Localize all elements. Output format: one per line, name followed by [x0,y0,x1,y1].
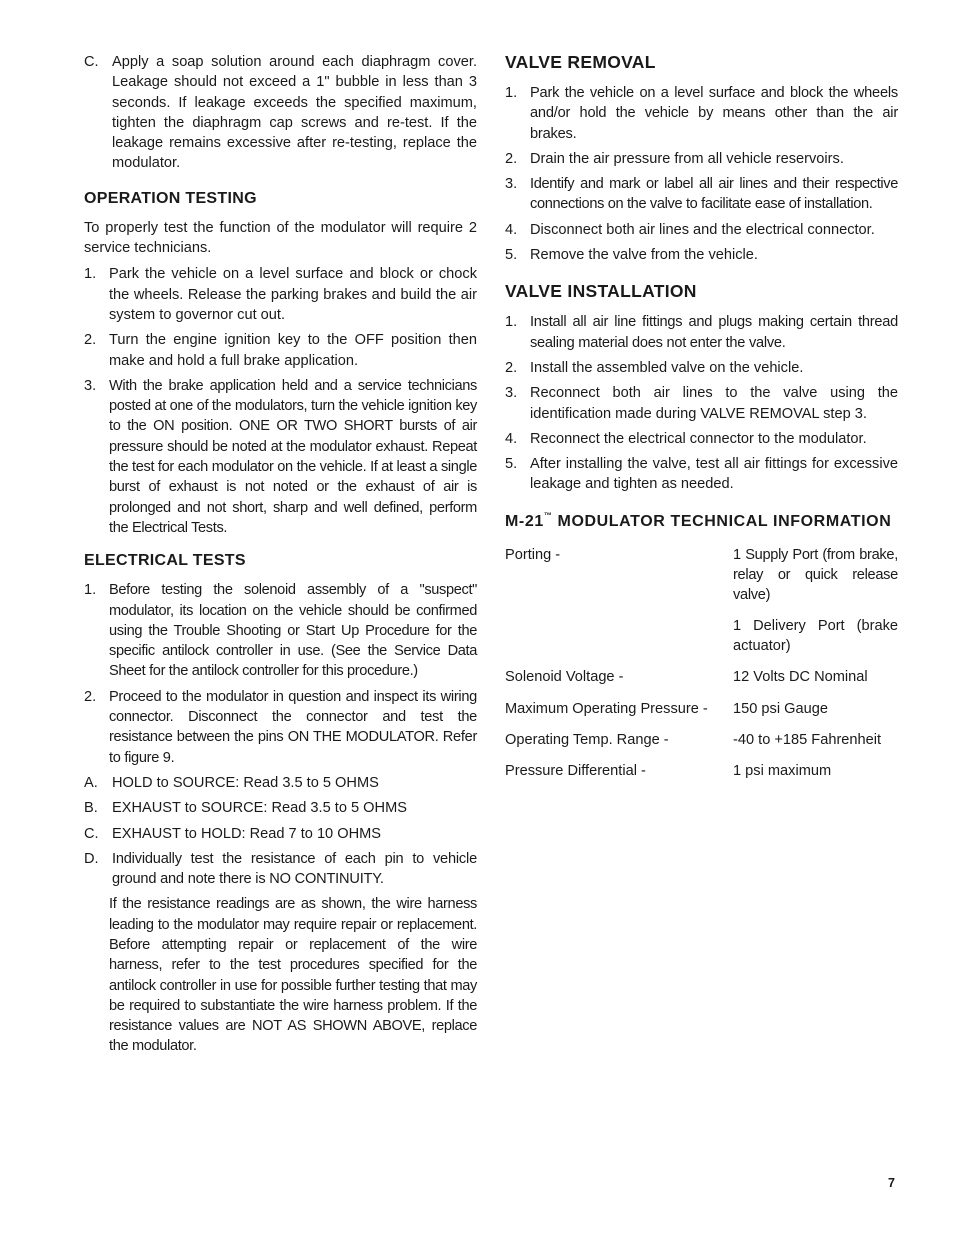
list-item [505,220,898,240]
item-text: Turn the engine ignition key to the OFF position then make and hold a full brake application. [109,332,477,369]
item-number: 2. [84,332,97,349]
spec-row [505,761,898,781]
item-letter: D. [84,850,99,867]
item-number: 1. [84,582,97,599]
valve-removal-heading: VALVE REMOVAL [505,52,656,72]
spec-row [505,545,898,656]
item-text: With the brake application held and a service technicians posted at one of the modulators, turn the vehicle ignition key to the ON position. ONE OR TWO SHORT bursts of air pressure should be noted at the modulator exhaust. Repeat the test for each modulator on the vehicle. If at least a single burst of exhaust is not noted or the exhaust of air is prolonged and not short, sharp and well defined, perform the Electrical Tests. [109,377,477,536]
spec-value [733,761,898,781]
list-item [84,264,477,325]
item-text: Install the assembled valve on the vehicle. [530,359,804,376]
list-item [84,824,477,844]
item-text: Proceed to the modulator in question and inspect its wiring connector. Disconnect the connector and test the resistance between the pins ON THE MODULATOR. Refer to figure 9. [109,688,477,766]
spec-value [733,667,898,687]
operation-testing-steps [84,264,477,538]
item-text: EXHAUST to HOLD: Read 7 to 10 OHMS [112,825,382,842]
spec-value [733,699,898,719]
item-letter: A. [84,774,98,791]
item-text: Before testing the solenoid assembly of a "suspect" modulator, its location on the vehicle should be confirmed using the Trouble Shooting or Start Up Procedure for the specific antilock controller in use. (See the Service Data Sheet for the antilock controller for this procedure.) [109,582,477,680]
spec-value-line: 1 psi maximum [733,763,832,780]
spec-value-line: -40 to +185 Fahrenheit [733,731,882,748]
page-number: 7 [888,1176,895,1190]
spec-value-line: 150 psi Gauge [733,700,828,717]
list-item [84,798,477,818]
item-text: Identify and mark or label all air lines and their respective connections on the valve to facilitate ease of installation. [530,176,898,213]
item-number: 1. [84,266,97,283]
item-number: 1. [505,314,518,331]
list-item [505,429,898,449]
list-item [84,773,477,793]
item-number: 1. [505,85,518,101]
spec-row [505,730,898,750]
item-text: HOLD to SOURCE: Read 3.5 to 5 OHMS [112,774,379,791]
item-text: Drain the air pressure from all vehicle reservoirs. [530,150,844,167]
spec-label: Porting - [505,546,561,563]
right-column [505,52,898,792]
item-text: Park the vehicle on a level surface and block the wheels and/or hold the vehicle by means other than the air brakes. [530,85,898,142]
list-item [84,580,477,681]
spec-row [505,667,898,687]
item-text: EXHAUST to SOURCE: Read 3.5 to 5 OHMS [112,800,407,817]
spec-label: Operating Temp. Range - [505,731,669,748]
electrical-tests-heading: ELECTRICAL TESTS [84,552,246,570]
list-item [84,52,477,174]
tech-info-specs [505,545,898,782]
item-number: 4. [505,221,518,238]
item-number: 5. [505,247,518,264]
list-item [84,849,477,890]
item-text: Remove the valve from the vehicle. [530,247,758,264]
list-item [505,312,898,353]
valve-removal-steps [505,83,898,265]
spec-value-line: 12 Volts DC Nominal [733,669,868,686]
list-item [505,358,898,378]
spec-label: Pressure Differential - [505,763,646,780]
trademark-symbol: ™ [543,510,553,520]
item-text: After installing the valve, test all air fittings for excessive leakage and tighten as needed. [530,456,898,493]
item-text: Reconnect both air lines to the valve using the identification made during VALVE REMOVAL step 3. [530,385,898,422]
spec-value [733,545,898,656]
item-number: 2. [505,150,518,167]
list-item [84,330,477,371]
item-number: 2. [505,359,518,376]
list-item [505,149,898,169]
list-item [505,454,898,495]
valve-installation-heading: VALVE INSTALLATION [505,281,697,302]
item-number: 3. [505,385,518,402]
valve-installation-steps [505,312,898,494]
spec-row [505,699,898,719]
tech-info-heading-prefix: M-21 [505,512,544,530]
spec-value [733,730,898,750]
item-text: Park the vehicle on a level surface and block or chock the wheels. Release the parking brakes and build the air system to governor cut out. [109,266,477,323]
list-item [505,383,898,424]
list-item [84,687,477,768]
spec-label: Maximum Operating Pressure - [505,700,708,717]
spec-value-line: 1 Supply Port (from brake, relay or quick release valve) [733,546,898,604]
list-item [505,174,898,215]
electrical-tests-closing: If the resistance readings are as shown, the wire harness leading to the modulator may require repair or replacement. Before attempting repair or replacement of the wire harness, refer to the test procedures specified for the antilock controller in use for possible further testing that may be required to substantiate the wire harness problem. If the resistance values are NOT AS SHOWN ABOVE, replace the modulator. [109,896,477,1055]
operation-testing-intro: To properly test the function of the modulator will require 2 service technicians. [84,219,477,257]
spec-value-line: 1 Delivery Port (brake actuator) [733,617,898,654]
left-column [84,52,477,1057]
item-text: Install all air line fittings and plugs making certain thread sealing material does not enter the valve. [530,314,898,351]
tech-info-heading [505,510,898,531]
item-number: 2. [84,688,97,705]
item-number: 3. [505,176,518,193]
item-letter: C. [84,54,99,70]
item-letter: B. [84,800,98,817]
item-letter: C. [84,825,99,842]
item-text: Reconnect the electrical connector to the modulator. [530,430,867,447]
item-text: Individually test the resistance of each pin to vehicle ground and note there is NO CONTINUITY. [112,850,477,888]
item-number: 5. [505,456,518,473]
list-item [505,245,898,265]
item-number: 4. [505,430,518,447]
list-item [505,83,898,144]
spec-label: Solenoid Voltage - [505,669,624,686]
operation-testing-heading: OPERATION TESTING [84,189,257,207]
tech-info-heading-suffix: MODULATOR TECHNICAL INFORMATION [552,512,892,530]
list-item [84,376,477,538]
item-number: 3. [84,377,97,394]
item-text: Disconnect both air lines and the electrical connector. [530,221,875,238]
item-text: Apply a soap solution around each diaphragm cover. Leakage should not exceed a 1" bubble in less than 3 seconds. If leakage exceeds the specified maximum, tighten the diaphragm cap screws and re-test. If the leakage remains excessive after re-testing, replace the modulator. [112,54,477,172]
electrical-tests-steps [84,580,477,1057]
